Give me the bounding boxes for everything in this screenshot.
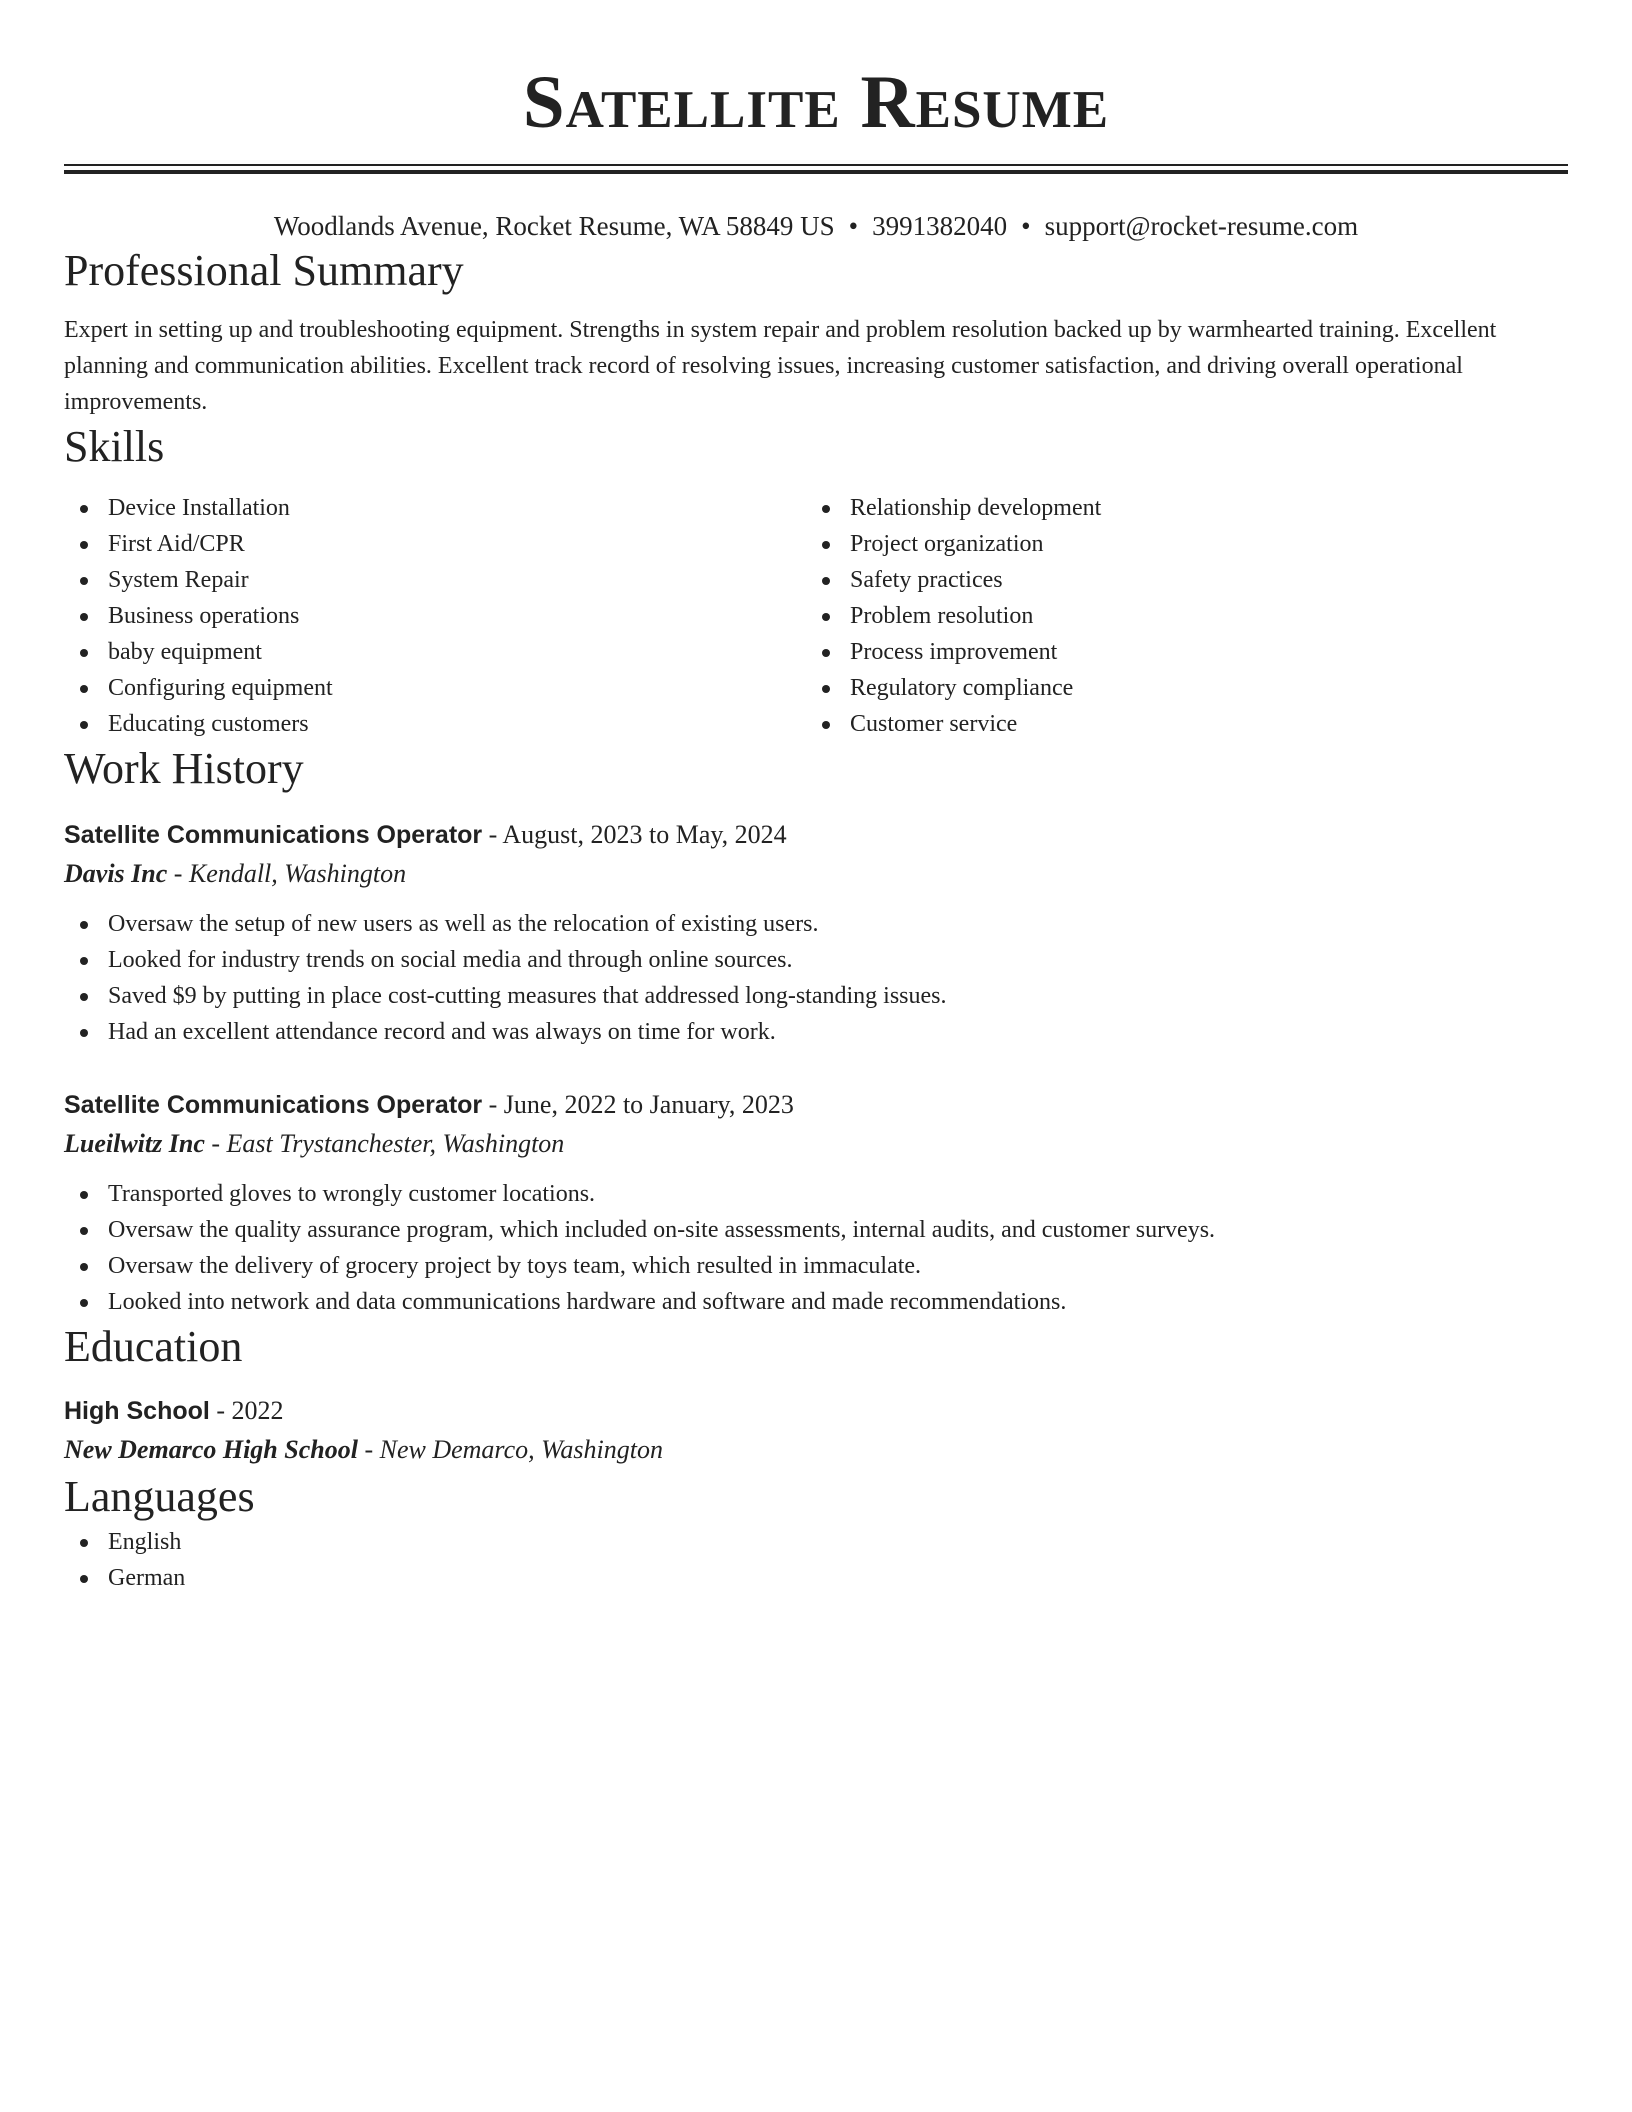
- job-location: - Kendall, Washington: [167, 859, 407, 888]
- skills-grid: [64, 490, 1568, 742]
- education-location: - New Demarco, Washington: [357, 1435, 663, 1464]
- education-year: - 2022: [209, 1396, 284, 1425]
- languages-list: [64, 1524, 1568, 1596]
- job-duties-list: [64, 1176, 1568, 1320]
- contact-address: Woodlands Avenue, Rocket Resume, WA 58849 US: [273, 211, 835, 241]
- job-dates: - August, 2023 to May, 2024: [482, 820, 787, 849]
- job-duty: Oversaw the setup of new users as well as the relocation of existing users.: [64, 906, 1568, 942]
- contact-phone: 3991382040: [872, 211, 1008, 241]
- skill-item: First Aid/CPR: [64, 526, 806, 562]
- education-school: New Demarco High School: [64, 1435, 358, 1464]
- job-duty: Looked into network and data communications hardware and software and made recommendations.: [64, 1284, 1568, 1320]
- skills-list-right: [806, 490, 1548, 742]
- skills-column-right: [806, 490, 1548, 742]
- contact-line: [64, 208, 1568, 244]
- skill-item: Configuring equipment: [64, 670, 806, 706]
- skill-item: Device Installation: [64, 490, 806, 526]
- skills-heading: Skills: [64, 422, 165, 471]
- education-degree-line: [64, 1392, 1568, 1430]
- skill-item: Business operations: [64, 598, 806, 634]
- summary-heading: Professional Summary: [64, 246, 464, 295]
- contact-email: support@rocket-resume.com: [1044, 211, 1359, 241]
- job-dates: - June, 2022 to January, 2023: [482, 1090, 794, 1119]
- resume-title: Satellite Resume: [522, 61, 1110, 144]
- job-entry: [64, 816, 1568, 1050]
- job-duty: Oversaw the quality assurance program, which included on-site assessments, internal audits, and customer surveys.: [64, 1212, 1568, 1248]
- skills-column-left: [64, 490, 806, 742]
- skill-item: Regulatory compliance: [806, 670, 1548, 706]
- job-duty: Transported gloves to wrongly customer locations.: [64, 1176, 1568, 1212]
- job-company-line: [64, 854, 1568, 894]
- languages-heading: Languages: [64, 1472, 255, 1521]
- job-duty: Had an excellent attendance record and was always on time for work.: [64, 1014, 1568, 1050]
- summary-text: Expert in setting up and troubleshooting equipment. Strengths in system repair and problem resolution backed up by warmhearted training. Excellent planning and communication abilities. Excellent track record of resolving issues, increasing customer satisfaction, and driving overall operational improvements.: [64, 317, 1497, 415]
- job-title-line: [64, 816, 1568, 854]
- job-duty: Oversaw the delivery of grocery project by toys team, which resulted in immaculate.: [64, 1248, 1568, 1284]
- job-location: - East Trystanchester, Washington: [204, 1129, 565, 1158]
- bullet-separator: •: [1021, 211, 1031, 241]
- education-school-line: [64, 1430, 1568, 1470]
- job-duty: Looked for industry trends on social media and through online sources.: [64, 942, 1568, 978]
- skills-list-left: [64, 490, 806, 742]
- language-item: English: [64, 1524, 1568, 1560]
- job-entry: [64, 1086, 1568, 1320]
- job-company: Davis Inc: [64, 859, 168, 888]
- work-history-heading: Work History: [64, 744, 304, 793]
- bullet-separator: •: [848, 211, 859, 241]
- education-degree: High School: [64, 1397, 210, 1425]
- job-company: Lueilwitz Inc: [64, 1129, 205, 1158]
- skill-item: System Repair: [64, 562, 806, 598]
- skill-item: Safety practices: [806, 562, 1548, 598]
- job-duty: Saved $9 by putting in place cost-cutting measures that addressed long-standing issues.: [64, 978, 1568, 1014]
- job-role: Satellite Communications Operator: [64, 1091, 483, 1119]
- title-divider: [64, 164, 1568, 174]
- skill-item: Educating customers: [64, 706, 806, 742]
- skill-item: baby equipment: [64, 634, 806, 670]
- job-title-line: [64, 1086, 1568, 1124]
- job-company-line: [64, 1124, 1568, 1164]
- skill-item: Relationship development: [806, 490, 1548, 526]
- job-role: Satellite Communications Operator: [64, 821, 483, 849]
- education-entry: [64, 1392, 1568, 1470]
- education-heading: Education: [64, 1322, 243, 1371]
- skill-item: Problem resolution: [806, 598, 1548, 634]
- skill-item: Process improvement: [806, 634, 1548, 670]
- skill-item: Project organization: [806, 526, 1548, 562]
- language-item: German: [64, 1560, 1568, 1596]
- skill-item: Customer service: [806, 706, 1548, 742]
- job-duties-list: [64, 906, 1568, 1050]
